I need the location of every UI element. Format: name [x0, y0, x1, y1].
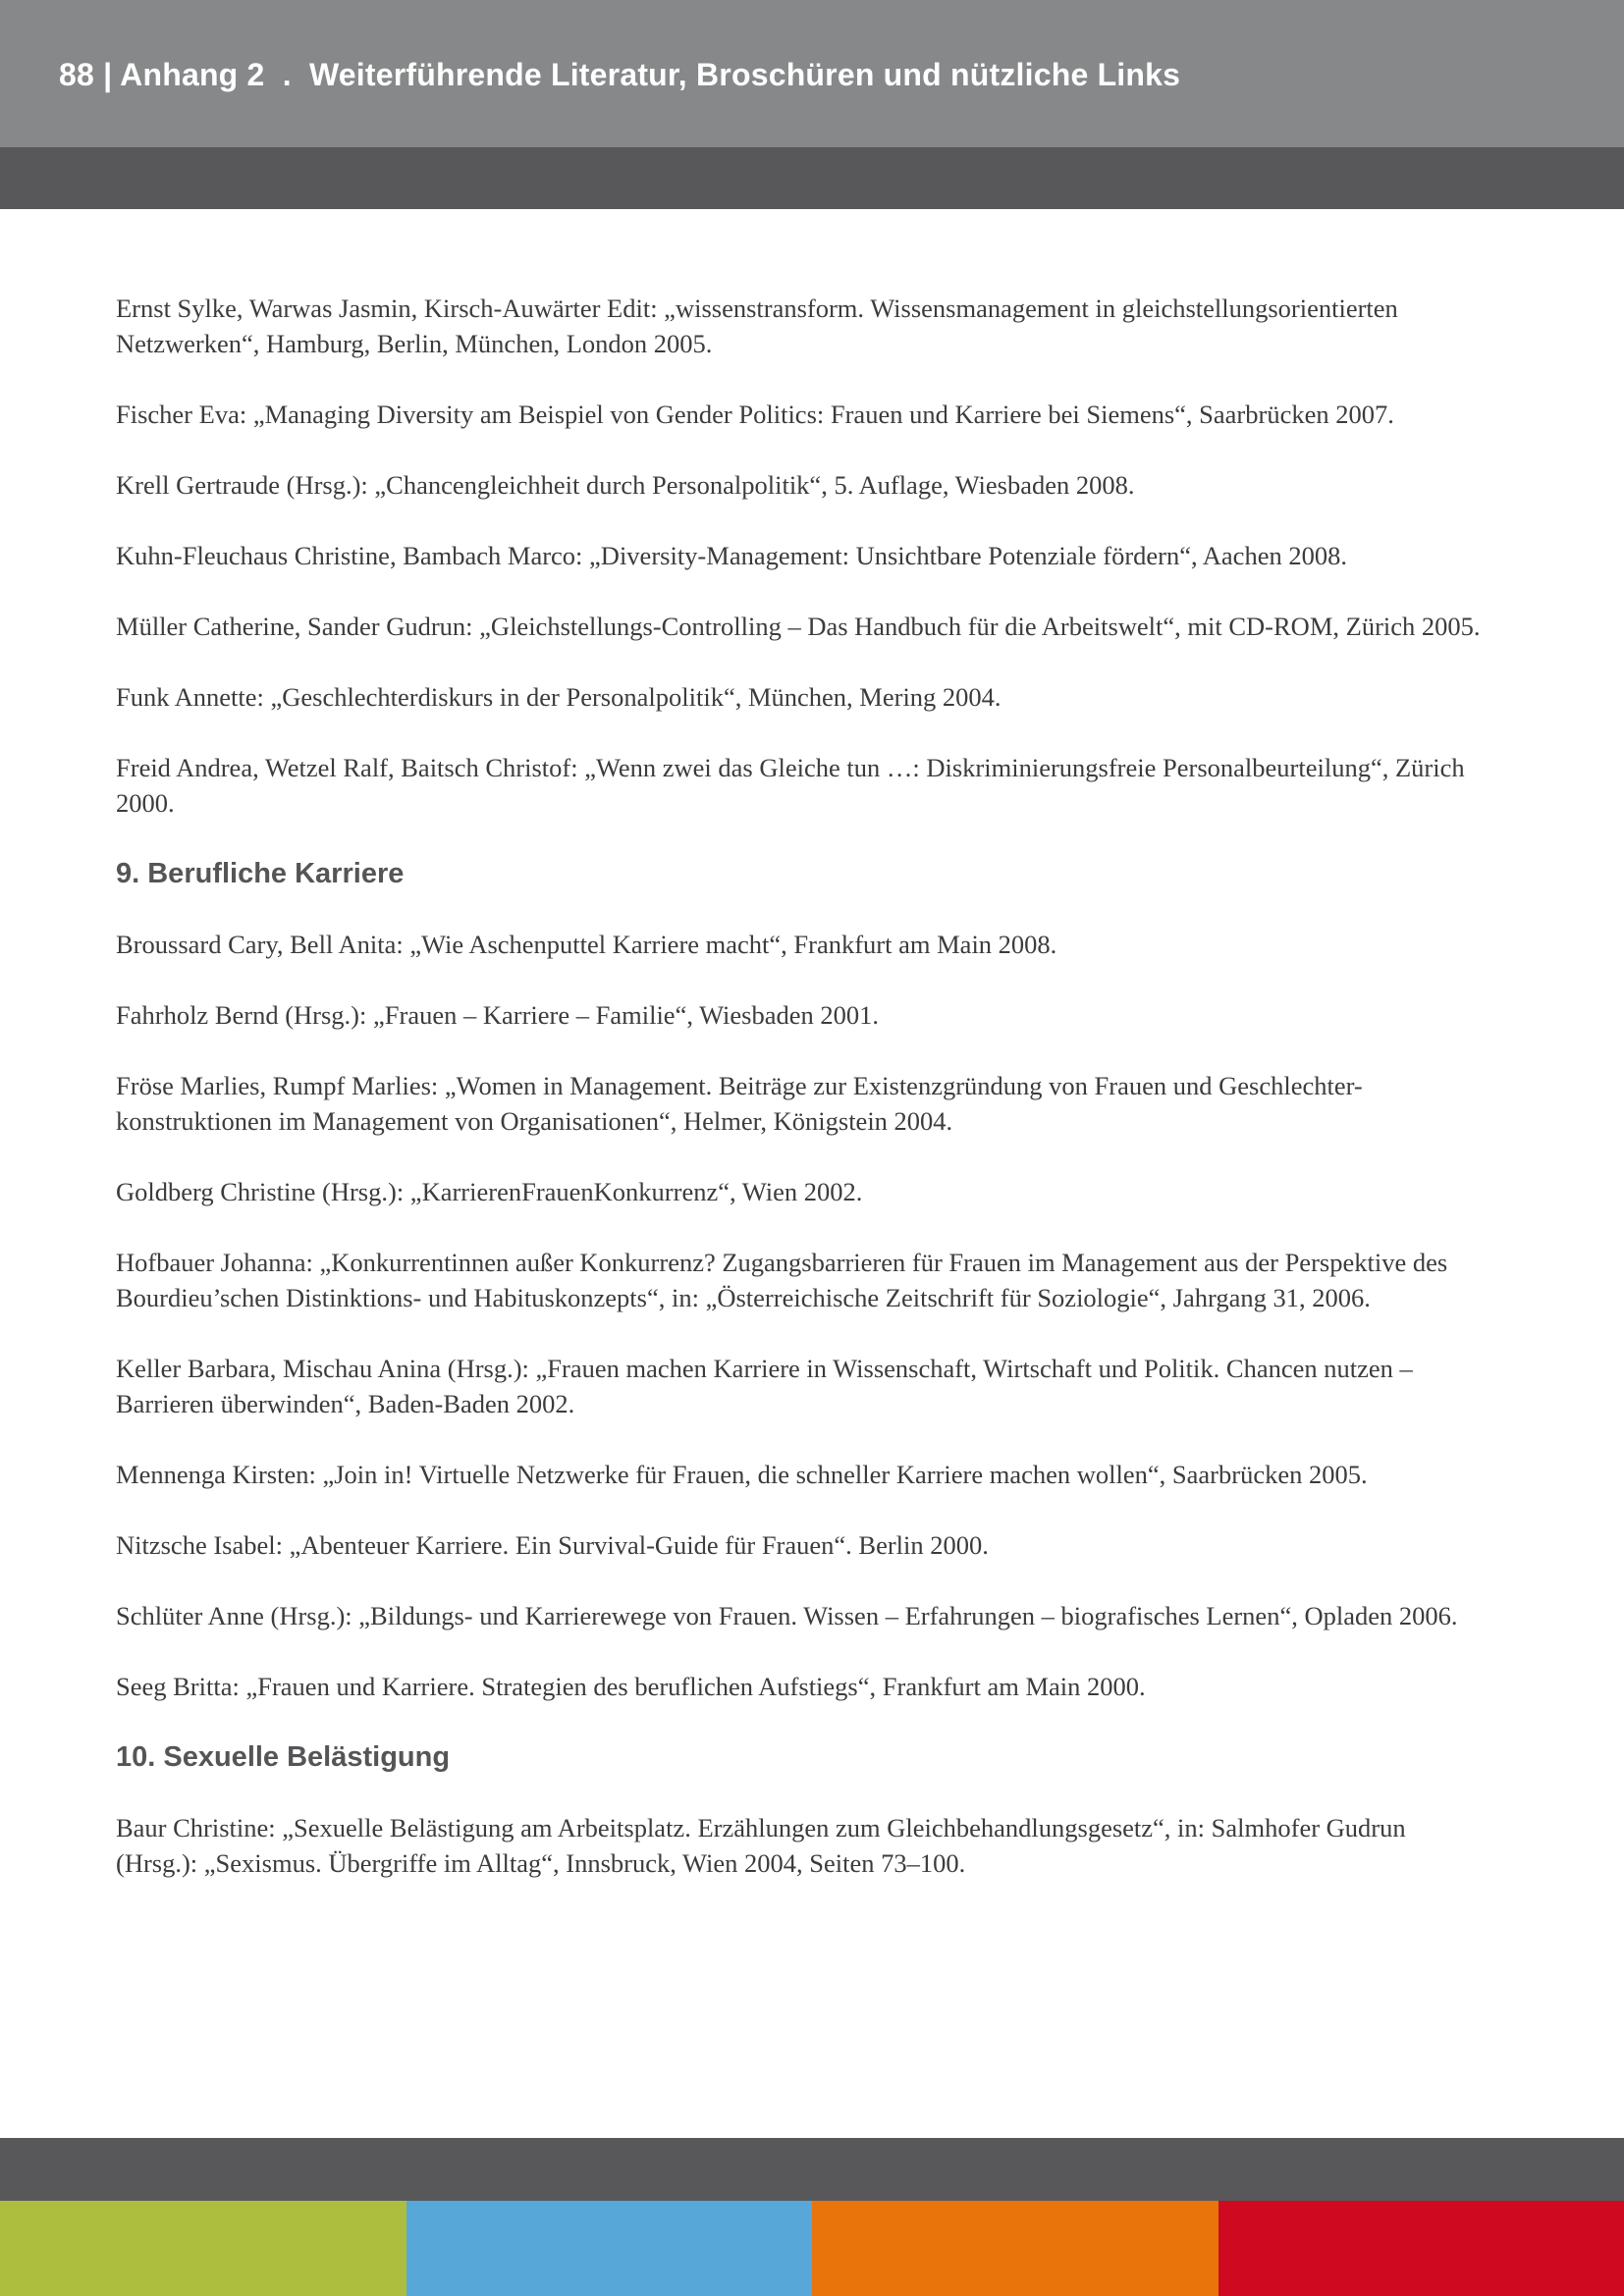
bibliography-entry: Fischer Eva: „Managing Diversity am Beispiel von Gender Politics: Frauen und Karriere bei Siemens“, Saarbrücken 2007. — [116, 400, 1394, 429]
bibliography-entry: Baur Christine: „Sexuelle Belästigung am Arbeitsplatz. Erzählungen zum Gleichbehandlungsgesetz“, in: Salmhofer Gudrun (Hrsg.): „Sexismus. Übergriffe im Alltag“, Innsbruck, Wien 2004, Seiten 73–100. — [116, 1813, 1406, 1878]
bibliography-content — [116, 291, 1490, 1916]
bibliography-entry: Broussard Cary, Bell Anita: „Wie Aschenputtel Karriere macht“, Frankfurt am Main 2008. — [116, 930, 1057, 959]
bibliography-entry: Mennenga Kirsten: „Join in! Virtuelle Netzwerke für Frauen, die schneller Karriere machen wollen“, Saarbrücken 2005. — [116, 1460, 1368, 1489]
bibliography-entry: Hofbauer Johanna: „Konkurrentinnen außer Konkurrenz? Zugangsbarrieren für Frauen im Management aus der Perspektive des Bourdieu’schen Distinktions- und Habituskonzepts“, in: „Österreichische Zeitschrift für Soziologie“, Jahrgang 31, 2006. — [116, 1248, 1448, 1312]
footer-color-bar — [0, 2201, 1624, 2296]
bibliography-entry: Keller Barbara, Mischau Anina (Hrsg.): „Frauen machen Karriere in Wissenschaft, Wirtschaft und Politik. Chancen nutzen – Barrieren überwinden“, Baden-Baden 2002. — [116, 1354, 1413, 1418]
bibliography-entry: Müller Catherine, Sander Gudrun: „Gleichstellungs-Controlling – Das Handbuch für die Arbeitswelt“, mit CD-ROM, Zürich 2005. — [116, 612, 1481, 641]
bibliography-entry: Fröse Marlies, Rumpf Marlies: „Women in Management. Beiträge zur Existenzgründung von Frauen und Geschlechter-konstruktionen im Management von Organisationen“, Helmer, Königstein 2004. — [116, 1071, 1363, 1136]
footer-swatch-green — [0, 2201, 406, 2296]
bibliography-entry: Kuhn-Fleuchaus Christine, Bambach Marco: „Diversity-Management: Unsichtbare Potenziale fördern“, Aachen 2008. — [116, 541, 1347, 570]
bibliography-entry: Ernst Sylke, Warwas Jasmin, Kirsch-Auwärter Edit: „wissenstransform. Wissensmanagement in gleichstellungsorientierten Netzwerken“, Hamburg, Berlin, München, London 2005. — [116, 294, 1398, 358]
section-heading-harassment: 10. Sexuelle Belästigung — [116, 1741, 451, 1773]
footer-swatch-red — [1218, 2201, 1624, 2296]
footer-band — [0, 2138, 1624, 2201]
bibliography-entry: Fahrholz Bernd (Hrsg.): „Frauen – Karriere – Familie“, Wiesbaden 2001. — [116, 1000, 880, 1030]
header-band — [0, 147, 1624, 209]
bibliography-entry: Goldberg Christine (Hrsg.): „KarrierenFrauenKonkurrenz“, Wien 2002. — [116, 1177, 863, 1206]
bibliography-entry: Krell Gertraude (Hrsg.): „Chancengleichheit durch Personalpolitik“, 5. Auflage, Wiesbaden 2008. — [116, 470, 1135, 500]
bibliography-entry: Seeg Britta: „Frauen und Karriere. Strategien des beruflichen Aufstiegs“, Frankfurt am Main 2000. — [116, 1672, 1146, 1701]
footer-swatch-orange — [812, 2201, 1218, 2296]
bibliography-entry: Schlüter Anne (Hrsg.): „Bildungs- und Karrierewege von Frauen. Wissen – Erfahrungen – biografisches Lernen“, Opladen 2006. — [116, 1601, 1458, 1630]
footer-swatch-blue — [406, 2201, 813, 2296]
bibliography-entry: Funk Annette: „Geschlechterdiskurs in der Personalpolitik“, München, Mering 2004. — [116, 682, 1001, 712]
page-title: 88 | Anhang 2 . Weiterführende Literatur, Broschüren und nützliche Links — [59, 57, 1181, 92]
section-heading-career: 9. Berufliche Karriere — [116, 858, 405, 889]
bibliography-entry: Freid Andrea, Wetzel Ralf, Baitsch Christof: „Wenn zwei das Gleiche tun …: Diskriminierungsfreie Personalbeurteilung“, Zürich 2000. — [116, 753, 1465, 818]
bibliography-entry: Nitzsche Isabel: „Abenteuer Karriere. Ein Survival-Guide für Frauen“. Berlin 2000. — [116, 1530, 989, 1560]
